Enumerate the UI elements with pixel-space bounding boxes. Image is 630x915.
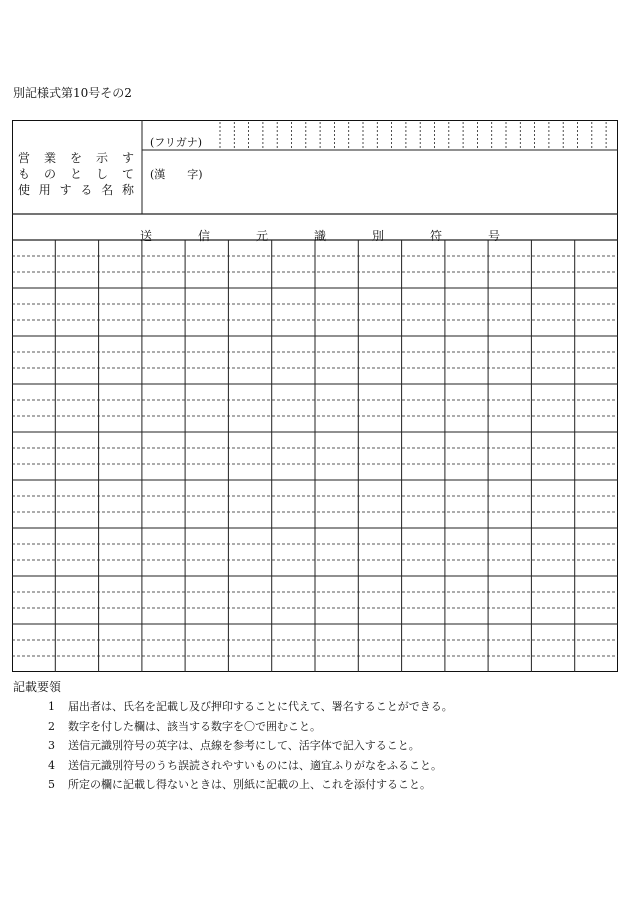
kanji-label: (漢 字) xyxy=(150,168,203,181)
notes-list xyxy=(48,697,453,795)
furigana-label: (フリガナ) xyxy=(150,136,203,149)
note-item xyxy=(48,717,453,737)
form-title: 別記様式第10号その2 xyxy=(13,86,132,100)
note-number: 3 xyxy=(48,739,55,753)
note-text: 所定の欄に記載し得ないときは、別紙に記載の上、これを添付すること。 xyxy=(68,778,431,792)
notes-heading: 記載要領 xyxy=(13,680,62,694)
note-number: 2 xyxy=(48,719,55,733)
note-item xyxy=(48,756,453,776)
note-text: 数字を付した欄は、該当する数字を〇で囲むこと。 xyxy=(68,719,321,733)
note-item xyxy=(48,736,453,756)
note-item xyxy=(48,697,453,717)
business-name-label-line: 営業を示す xyxy=(18,151,134,165)
note-number: 1 xyxy=(48,700,55,713)
business-name-label-line: ものとして xyxy=(18,167,134,181)
note-text: 送信元識別符号の英字は、点線を参考にして、活字体で記入すること。 xyxy=(68,739,420,753)
business-name-label-line: 使用する名称 xyxy=(18,183,134,197)
note-number: 5 xyxy=(48,778,55,792)
note-number: 4 xyxy=(48,758,55,772)
business-name-label xyxy=(18,150,134,198)
note-text: 届出者は、氏名を記載し及び押印することに代えて、署名することができる。 xyxy=(68,700,453,713)
note-text: 送信元識別符号のうち誤読されやすいものには、適宜ふりがなをふること。 xyxy=(68,758,442,772)
callsign-header: 送信元識別符号 xyxy=(140,229,500,243)
note-item xyxy=(48,775,453,795)
